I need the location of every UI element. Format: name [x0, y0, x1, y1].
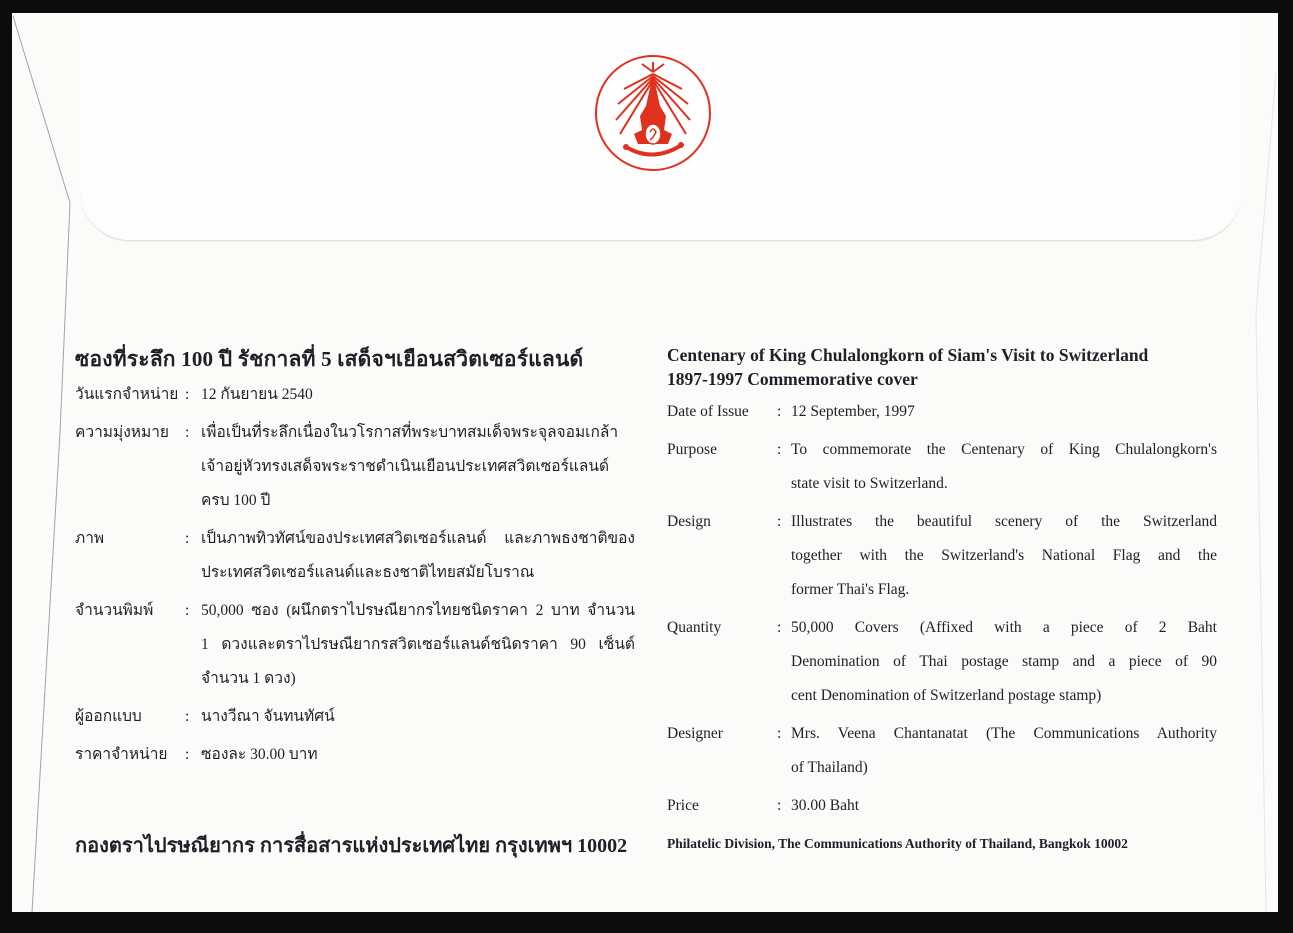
envelope-fold-line-right — [1238, 13, 1278, 912]
field-value-line: 1 ดวงและตราไปรษณียากรสวิตเซอร์แลนด์ชนิดราคา 90 เซ็นต์ — [201, 636, 635, 653]
field-value-line: เป็นภาพทิวทัศน์ของประเทศสวิตเซอร์แลนด์ และภาพธงชาติของ — [201, 530, 635, 547]
field-row-5 — [667, 789, 1217, 823]
field-row-4 — [75, 700, 635, 734]
field-separator: : — [777, 403, 782, 420]
field-label: Date of Issue — [667, 403, 749, 420]
field-value-line: ซองละ 30.00 บาท — [201, 746, 318, 763]
field-row-0 — [75, 378, 635, 412]
field-separator: : — [777, 725, 782, 742]
thai-title: ซองที่ระลึก 100 ปี รัชกาลที่ 5 เสด็จฯเยือนสวิตเซอร์แลนด์ — [75, 347, 584, 371]
field-value — [201, 594, 635, 696]
field-value — [791, 611, 1217, 713]
field-separator: : — [777, 797, 782, 814]
field-value-line: state visit to Switzerland. — [791, 475, 948, 492]
royal-emblem-icon — [594, 54, 712, 172]
field-value-line: former Thai's Flag. — [791, 581, 910, 598]
field-separator: : — [185, 424, 190, 441]
field-value-line: นางวีณา จันทนทัศน์ — [201, 708, 335, 725]
field-value-line: 12 กันยายน 2540 — [201, 386, 313, 403]
field-row-3 — [667, 611, 1217, 713]
field-label: Designer — [667, 725, 723, 742]
english-info-column — [667, 343, 1217, 823]
field-value-line: Denomination of Thai postage stamp and a piece of 90 — [791, 653, 1217, 670]
field-value — [201, 416, 635, 518]
field-label: วันแรกจำหน่าย — [75, 386, 179, 403]
english-title-line2: 1897-1997 Commemorative cover — [667, 369, 918, 389]
field-row-4 — [667, 717, 1217, 785]
field-value — [201, 738, 635, 772]
field-value-line: Illustrates the beautiful scenery of the Switzerland — [791, 513, 1217, 530]
field-value — [791, 717, 1217, 785]
field-value-line: ครบ 100 ปี — [201, 492, 271, 509]
field-separator: : — [185, 746, 190, 763]
field-label: ความมุ่งหมาย — [75, 424, 169, 441]
field-label: ภาพ — [75, 530, 105, 547]
field-row-1 — [667, 433, 1217, 501]
thai-info-column — [75, 343, 635, 772]
field-value — [791, 505, 1217, 607]
field-separator: : — [777, 441, 782, 458]
field-value-line: To commemorate the Centenary of King Chulalongkorn's — [791, 441, 1217, 458]
field-value-line: 30.00 Baht — [791, 797, 860, 814]
field-value-line: เจ้าอยู่หัวทรงเสด็จพระราชดำเนินเยือนประเทศสวิตเซอร์แลนด์ — [201, 458, 610, 475]
thai-footer-address: กองตราไปรษณียากร การสื่อสารแห่งประเทศไทย กรุงเทพฯ 10002 — [75, 835, 628, 857]
field-row-3 — [75, 594, 635, 696]
field-value — [791, 395, 1217, 429]
field-row-1 — [75, 416, 635, 518]
field-separator: : — [777, 513, 782, 530]
field-value-line: of Thailand) — [791, 759, 868, 776]
field-label: Price — [667, 797, 699, 814]
field-row-0 — [667, 395, 1217, 429]
field-row-2 — [667, 505, 1217, 607]
field-label: Purpose — [667, 441, 717, 458]
english-title-line1: Centenary of King Chulalongkorn of Siam's Visit to Switzerland — [667, 345, 1149, 365]
field-row-2 — [75, 522, 635, 590]
field-row-5 — [75, 738, 635, 772]
field-value — [201, 522, 635, 590]
field-label: ผู้ออกแบบ — [75, 708, 142, 725]
field-value-line: ประเทศสวิตเซอร์แลนด์และธงชาติไทยสมัยโบราณ — [201, 564, 535, 581]
field-value-line: cent Denomination of Switzerland postage stamp) — [791, 687, 1102, 704]
field-separator: : — [185, 530, 190, 547]
field-label: Quantity — [667, 619, 722, 636]
field-label: Design — [667, 513, 711, 530]
field-separator: : — [185, 602, 190, 619]
field-separator: : — [185, 708, 190, 725]
english-footer-address: Philatelic Division, The Communications Authority of Thailand, Bangkok 10002 — [667, 836, 1128, 851]
field-value-line: 50,000 Covers (Affixed with a piece of 2 Baht — [791, 619, 1217, 636]
field-value-line: together with the Switzerland's National Flag and the — [791, 547, 1217, 564]
field-value-line: เพื่อเป็นที่ระลึกเนื่องในวโรกาสที่พระบาทสมเด็จพระจุลจอมเกล้า — [201, 424, 619, 441]
envelope-fold-line-left — [12, 13, 82, 912]
field-label: จำนวนพิมพ์ — [75, 602, 154, 619]
field-value — [791, 789, 1217, 823]
field-value — [201, 700, 635, 734]
field-separator: : — [777, 619, 782, 636]
envelope-back — [12, 13, 1278, 912]
field-value-line: 12 September, 1997 — [791, 403, 915, 420]
field-value — [201, 378, 635, 412]
field-separator: : — [185, 386, 190, 403]
field-value-line: จำนวน 1 ดวง) — [201, 670, 296, 687]
field-label: ราคาจำหน่าย — [75, 746, 168, 763]
field-value — [791, 433, 1217, 501]
field-value-line: 50,000 ซอง (ผนึกตราไปรษณียากรไทยชนิดราคา 2 บาท จำนวน — [201, 602, 635, 619]
field-value-line: Mrs. Veena Chantanatat (The Communications Authority — [791, 725, 1217, 742]
